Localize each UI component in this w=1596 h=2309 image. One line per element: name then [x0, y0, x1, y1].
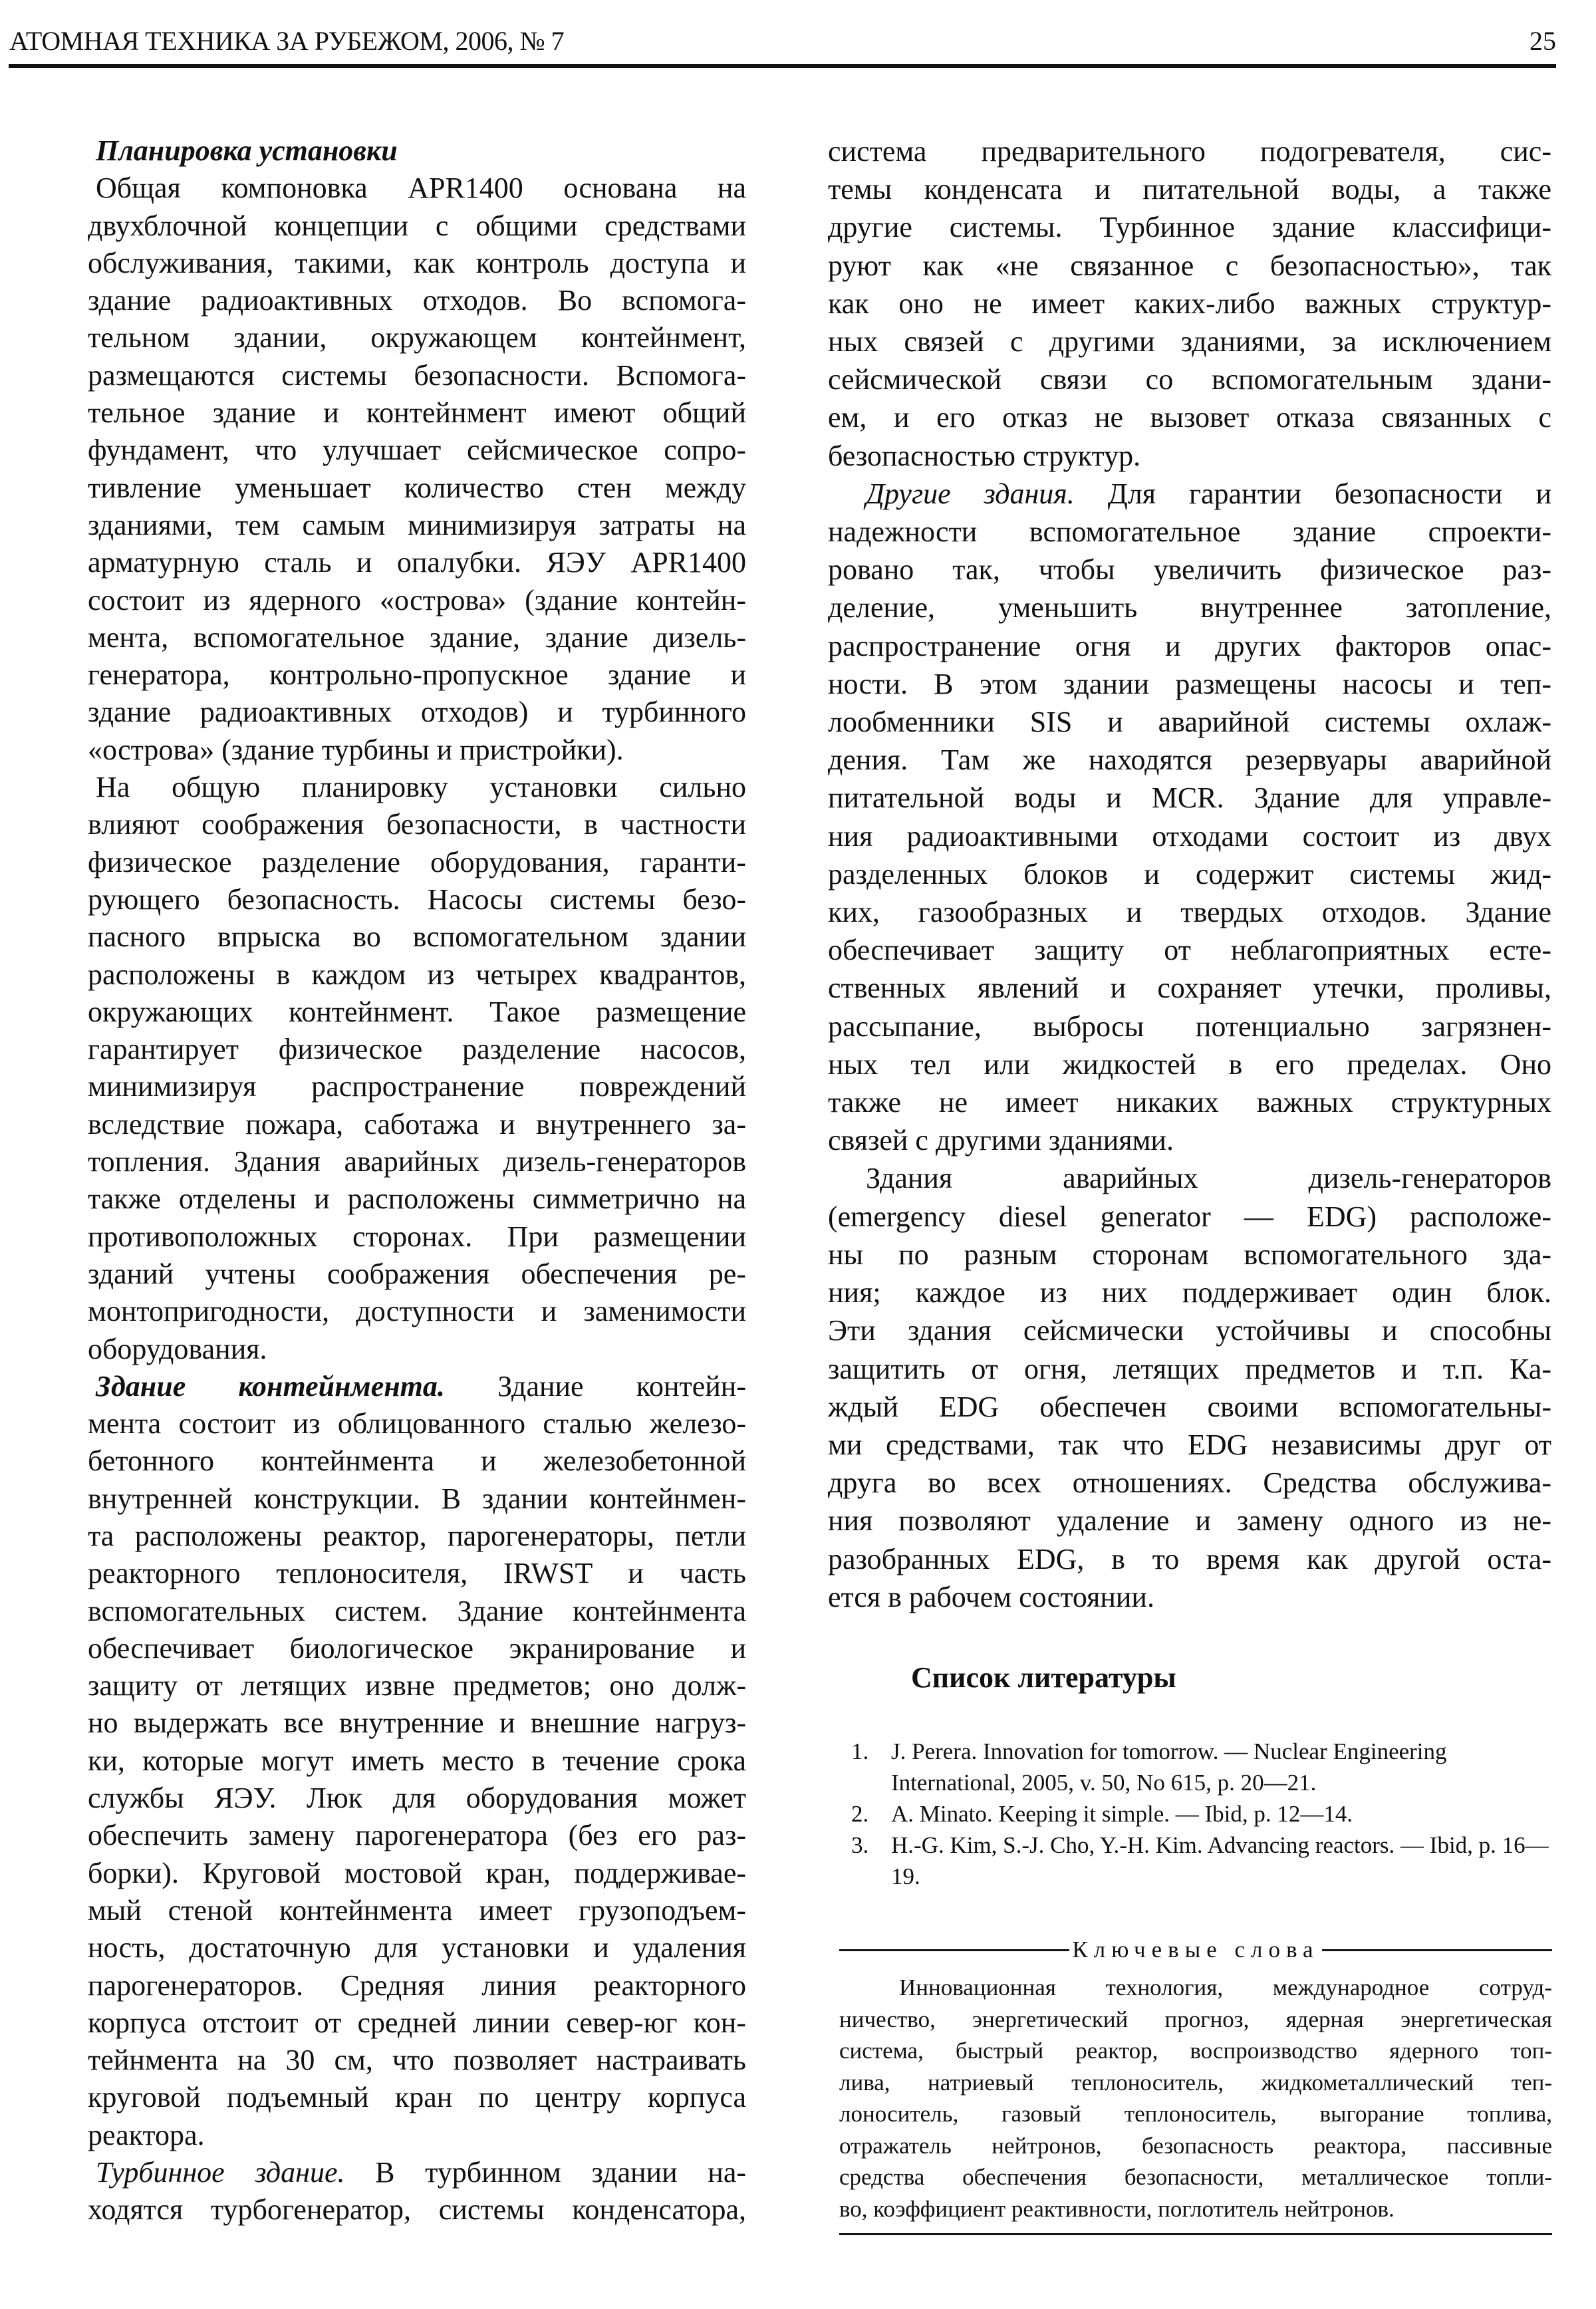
- text-line: службы ЯЭУ. Люк для оборудования может: [88, 1782, 746, 1815]
- text-line: вследствие пожара, саботажа и внутреннего за-: [88, 1107, 746, 1141]
- text-line: защиту от летящих извне предметов; оно долж-: [88, 1669, 746, 1702]
- text-line: здание радиоактивных отходов) и турбинного: [88, 696, 746, 729]
- keywords-line: Инновационная технология, международное сотруд-: [899, 1974, 1552, 2000]
- text-line: тейнмента на 30 см, что позволяет настраивать: [88, 2044, 746, 2077]
- text-line: обеспечивает защиту от неблагоприятных есте-: [828, 934, 1551, 967]
- line-text: Для гарантии безопасности и: [1074, 477, 1552, 510]
- reference-number: 2.: [851, 1801, 869, 1827]
- text-line: ных тел или жидкостей в его пределах. Оно: [828, 1047, 1551, 1081]
- text-line: гарантирует физическое разделение насосов,: [88, 1033, 746, 1066]
- keywords-line: во, коэффициент реактивности, поглотитель нейтронов.: [839, 2195, 1395, 2222]
- keywords-label: Ключевые слова: [1072, 1937, 1319, 1963]
- text-line: Эти здания сейсмически устойчивы и способны: [828, 1314, 1551, 1347]
- text-line: ки, которые могут иметь место в течение срока: [88, 1744, 746, 1777]
- text-line: двухблочной концепции с общими средствами: [88, 209, 746, 242]
- reference-text: J. Perera. Innovation for tomorrow. — Nuclear Engineering International, 2005, v. 50, No 615, p. 20—21.: [891, 1738, 1447, 1796]
- paragraph: [828, 132, 1551, 475]
- text-line: та расположены реактор, парогенераторы, петли: [88, 1519, 746, 1552]
- paragraph: [88, 769, 746, 1368]
- text-line: питательной воды и MCR. Здание для управле-: [828, 781, 1551, 815]
- text-line: ственных явлений и сохраняет утечки, проливы,: [828, 972, 1551, 1005]
- text-line: влияют соображения безопасности, в частности: [88, 808, 746, 841]
- page-number: 25: [1530, 26, 1556, 56]
- text-line: борки). Круговой мостовой кран, поддерживае-: [88, 1856, 746, 1889]
- text-line: ности. В этом здании размещены насосы и теп-: [828, 667, 1551, 700]
- paragraph-lead: Другие здания.: [866, 477, 1075, 510]
- reference-number: 1.: [851, 1738, 869, 1764]
- line-text: В турбинном здании на-: [344, 2156, 746, 2189]
- text-line: минимизируя распространение повреждений: [88, 1070, 746, 1103]
- text-line: также отделены и расположены симметрично на: [88, 1182, 746, 1216]
- text-line: ждый EDG обеспечен своими вспомогательны-: [828, 1390, 1551, 1423]
- divider: [1322, 1949, 1552, 1951]
- text-line: мый стеной контейнмента имеет грузоподъем-: [88, 1893, 746, 1927]
- header-rule: [9, 64, 1556, 68]
- reference-text: H.-G. Kim, S.-J. Cho, Y.-H. Kim. Advancing reactors. — Ibid, p. 16—19.: [891, 1832, 1549, 1889]
- text-line: друга во всех отношениях. Средства обслужива-: [828, 1466, 1551, 1500]
- text-line: руют как «не связанное с безопасностью», так: [828, 249, 1551, 282]
- text-line: ходятся турбогенератор, системы конденсатора,: [88, 2193, 746, 2227]
- right-column: [828, 132, 1551, 1616]
- text-line: лообменники SIS и аварийной системы охлаж-: [828, 706, 1551, 739]
- text-line: система предварительного подогревателя, сис-: [828, 135, 1551, 168]
- text-line: «острова» (здание турбины и пристройки).: [88, 733, 624, 766]
- text-line: тельном здании, окружающем контейнмент,: [88, 321, 746, 354]
- text-line: рующего безопасность. Насосы системы безо-: [88, 883, 746, 916]
- journal-header: АТОМНАЯ ТЕХНИКА ЗА РУБЕЖОМ, 2006, № 7: [9, 26, 565, 56]
- text-line: генератора, контрольно-пропускное здание и: [88, 658, 746, 692]
- text-line: окружающих контейнмент. Такое размещение: [88, 995, 746, 1028]
- keywords-line: лива, натриевый теплоноситель, жидкометаллический теп-: [839, 2069, 1552, 2096]
- text-line: безопасностью структур.: [828, 439, 1141, 472]
- text-line: также не имеет никаких важных структурных: [828, 1086, 1551, 1119]
- text-line: ность, достаточную для установки и удаления: [88, 1931, 746, 1965]
- keywords-line: отражатель нейтронов, безопасность реактора, пассивные: [839, 2132, 1552, 2159]
- text-line: фундамент, что улучшает сейсмическое сопро-: [88, 434, 746, 467]
- paragraph: [828, 475, 1551, 1160]
- keywords-line: средства обеспечения безопасности, металлическое топли-: [839, 2164, 1552, 2190]
- text-line: обслуживания, такими, как контроль доступа и: [88, 246, 746, 279]
- paragraph-lead: Турбинное здание.: [96, 2156, 345, 2189]
- text-line: рассыпание, выбросы потенциально загрязнен-: [828, 1010, 1551, 1043]
- reference-number: 3.: [851, 1832, 869, 1858]
- line-text: Здание контейн-: [444, 1369, 746, 1403]
- text-line: обеспечивает биологическое экранирование и: [88, 1631, 746, 1665]
- text-line: оборудования.: [88, 1332, 267, 1365]
- text-line: расположены в каждом из четырех квадрантов,: [88, 958, 746, 991]
- text-line: корпуса отстоит от средней линии север-юг кон-: [88, 2006, 746, 2039]
- text-line: деление, уменьшить внутреннее затопление,: [828, 591, 1551, 624]
- text-line: разобранных EDG, в то время как другой оста-: [828, 1542, 1551, 1575]
- text-line: другие системы. Турбинное здание классифици-: [828, 211, 1551, 244]
- right-column-body: [828, 132, 1551, 1616]
- text-line: состоит из ядерного «острова» (здание контейн-: [88, 583, 746, 616]
- text-line: тивление уменьшает количество стен между: [88, 471, 746, 504]
- text-line: арматурную сталь и опалубки. ЯЭУ APR1400: [88, 546, 746, 579]
- text-line: ми средствами, так что EDG независимы друг от: [828, 1428, 1551, 1461]
- text-line: ких, газообразных и твердых отходов. Здание: [828, 896, 1551, 929]
- text-line: реакторного теплоносителя, IRWST и часть: [88, 1557, 746, 1590]
- left-column: [88, 132, 746, 2229]
- text-line: обеспечить замену парогенератора (без его раз-: [88, 1819, 746, 1852]
- reference-text: A. Minato. Keeping it simple. — Ibid, p. 12—14.: [891, 1801, 1353, 1827]
- text-line: ния радиоактивными отходами состоит из двух: [828, 819, 1551, 853]
- text-line: ния позволяют удаление и замену одного из не-: [828, 1504, 1551, 1538]
- text-line: парогенераторов. Средняя линия реакторного: [88, 1969, 746, 2002]
- text-line: но выдержать все внутренние и внешние нагруз-: [88, 1706, 746, 1740]
- text-line: размещаются системы безопасности. Вспомога-: [88, 358, 746, 392]
- text-line: ется в рабочем состоянии.: [828, 1580, 1154, 1613]
- text-line: ны по разным сторонам вспомогательного зда-: [828, 1238, 1551, 1271]
- keywords-header: [839, 1937, 1552, 1963]
- text-line: мента, вспомогательное здание, здание дизель-: [88, 620, 746, 654]
- keywords-line: ничество, энергетический прогноз, ядерная энергетическая: [839, 2006, 1552, 2032]
- text-line: темы конденсата и питательной воды, а также: [828, 173, 1551, 206]
- text-line: круговой подъемный кран по центру корпуса: [88, 2081, 746, 2114]
- text-line: реактора.: [88, 2118, 205, 2151]
- references-list: [851, 1736, 1549, 1892]
- left-column-body: [88, 170, 746, 2229]
- divider: [839, 1949, 1069, 1951]
- text-line: защитить от огня, летящих предметов и т.п. Ка-: [828, 1352, 1551, 1385]
- text-line: зданий учтены соображения обеспечения ре-: [88, 1257, 746, 1290]
- text-line: как оно не имеет каких-либо важных структур-: [828, 287, 1551, 320]
- text-line: надежности вспомогательное здание спроекти-: [828, 515, 1551, 549]
- paragraph: [828, 1159, 1551, 1615]
- text-line: [88, 1368, 746, 1405]
- text-line: На общую планировку установки сильно: [96, 771, 746, 804]
- section-heading: Планировка установки: [96, 134, 398, 167]
- text-line: бетонного контейнмента и железобетонной: [88, 1444, 746, 1478]
- text-line: монтопригодности, доступности и заменимости: [88, 1295, 746, 1328]
- text-line: распространение огня и других факторов опас-: [828, 629, 1551, 662]
- paragraph: [88, 1368, 746, 2154]
- text-line: физическое разделение оборудования, гаранти-: [88, 845, 746, 879]
- text-line: пасного впрыска во вспомогательном здании: [88, 920, 746, 954]
- paragraph: [88, 2154, 746, 2229]
- text-line: противоположных сторонах. При размещении: [88, 1220, 746, 1253]
- keywords-text: [839, 1972, 1552, 2225]
- text-line: ния; каждое из них поддерживает один блок.: [828, 1276, 1551, 1309]
- text-line: ровано так, чтобы увеличить физическое раз-: [828, 553, 1551, 587]
- reference-item: [851, 1736, 1549, 1798]
- text-line: связей с другими зданиями.: [828, 1124, 1174, 1157]
- text-line: мента состоит из облицованного сталью железо-: [88, 1407, 746, 1440]
- text-line: [88, 2154, 746, 2191]
- keywords-line: лоноситель, газовый теплоноситель, выгорание топлива,: [839, 2101, 1552, 2127]
- text-line: зданиями, тем самым минимизируя затраты на: [88, 508, 746, 541]
- reference-item: [851, 1830, 1549, 1892]
- text-line: внутренней конструкции. В здании контейнмен-: [88, 1482, 746, 1515]
- paragraph: [88, 170, 746, 769]
- bottom-rule: [839, 2233, 1552, 2235]
- text-line: сейсмической связи со вспомогательным здани-: [828, 363, 1551, 396]
- text-line: здание радиоактивных отходов. Во вспомога-: [88, 284, 746, 317]
- text-line: дения. Там же находятся резервуары аварийной: [828, 744, 1551, 777]
- text-line: Общая компоновка APR1400 основана на: [96, 172, 746, 205]
- text-line: ных связей с другими зданиями, за исключением: [828, 325, 1551, 358]
- text-line: тельное здание и контейнмент имеют общий: [88, 396, 746, 430]
- keywords-line: система, быстрый реактор, воспроизводство ядерного топ-: [839, 2038, 1552, 2064]
- references-heading: Список литературы: [911, 1661, 1176, 1694]
- text-line: разделенных блоков и содержит системы жид-: [828, 857, 1551, 890]
- text-line: [828, 475, 1551, 513]
- paragraph-lead: Здание контейнмента.: [96, 1369, 445, 1403]
- text-line: ем, и его отказ не вызовет отказа связанных с: [828, 401, 1551, 434]
- text-line: вспомогательных систем. Здание контейнмента: [88, 1594, 746, 1627]
- text-line: топления. Здания аварийных дизель-генераторов: [88, 1145, 746, 1178]
- text-line: Здания аварийных дизель-генераторов: [866, 1162, 1551, 1195]
- text-line: (emergency diesel generator — EDG) расположе-: [828, 1200, 1551, 1233]
- reference-item: [851, 1798, 1549, 1830]
